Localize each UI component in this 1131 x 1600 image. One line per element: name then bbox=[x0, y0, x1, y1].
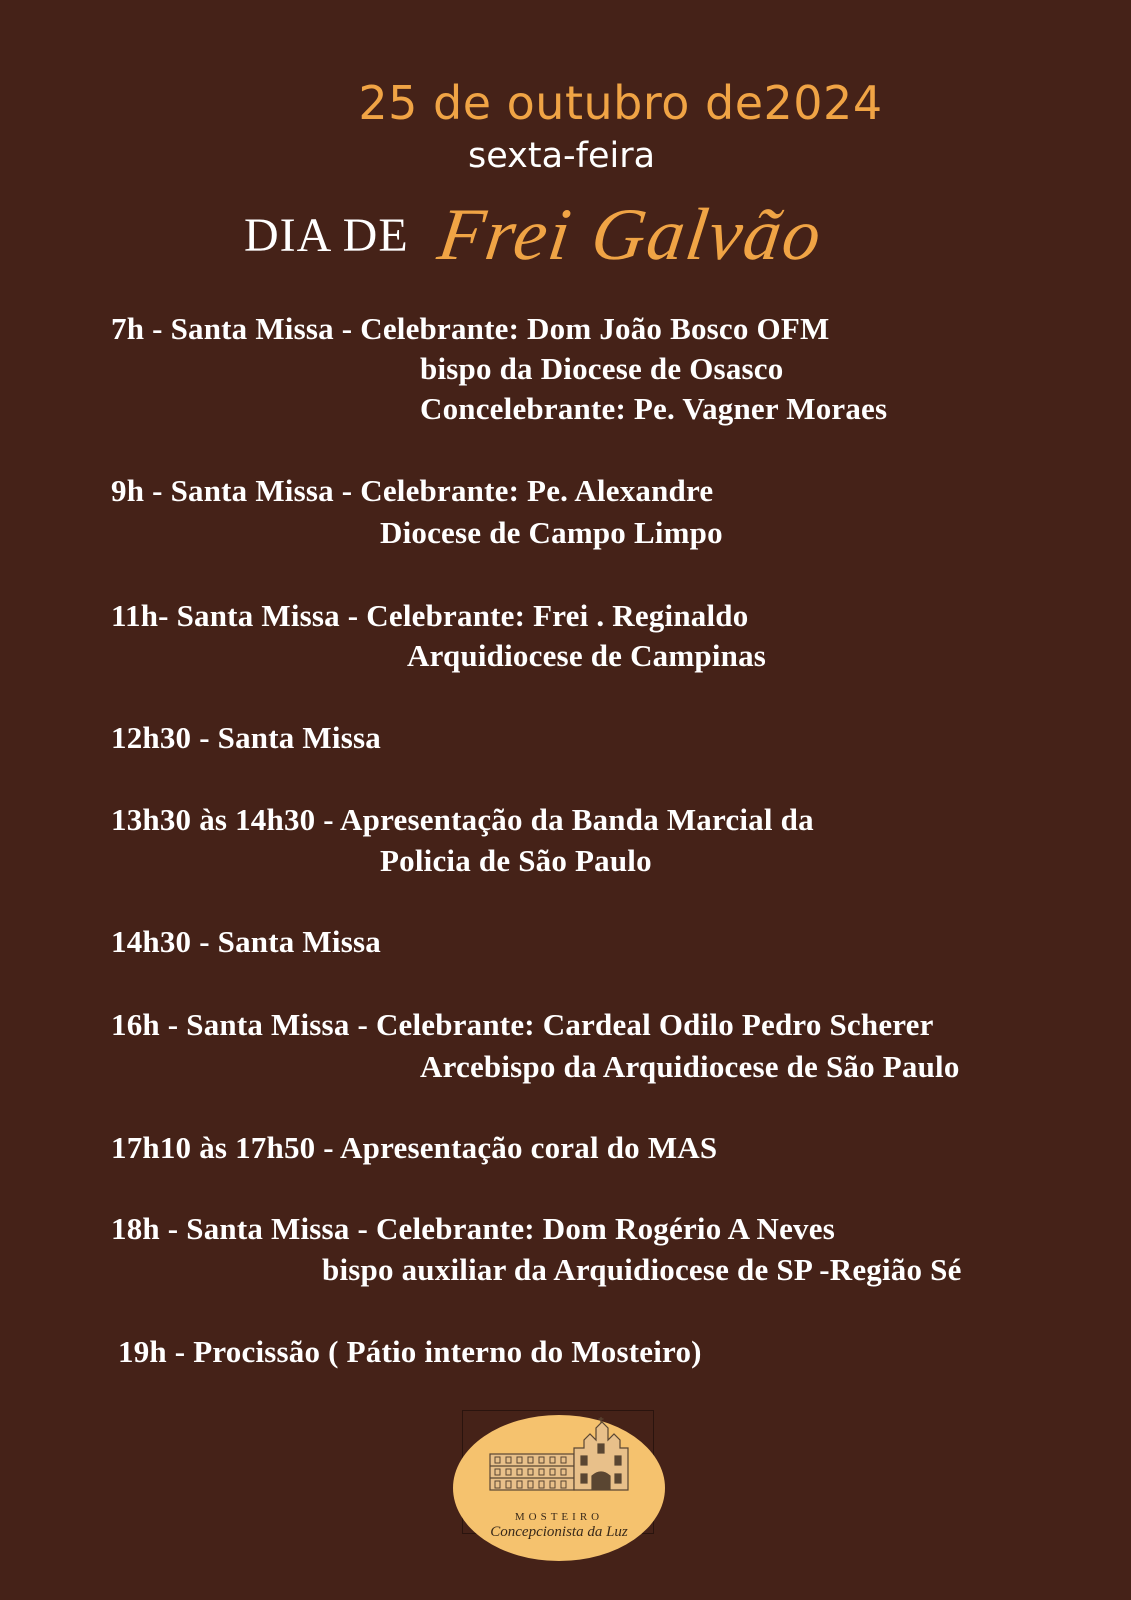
schedule-line: Diocese de Campo Limpo bbox=[380, 515, 723, 550]
schedule-line: Arquidiocese de Campinas bbox=[407, 638, 767, 673]
event-weekday: sexta-feira bbox=[468, 136, 656, 176]
title-name: Frei Galvão bbox=[432, 193, 828, 276]
schedule-line: 17h10 às 17h50 - Apresentação coral do MAS bbox=[111, 1130, 718, 1165]
logo-subtitle: Concepcionista da Luz bbox=[490, 1524, 628, 1540]
schedule-line: 12h30 - Santa Missa bbox=[111, 720, 381, 755]
schedule-line: bispo da Diocese de Osasco bbox=[420, 351, 784, 386]
schedule-line: 7h - Santa Missa - Celebrante: Dom João Bosco OFM bbox=[111, 311, 830, 346]
schedule-line: 13h30 às 14h30 - Apresentação da Banda Marcial da bbox=[111, 802, 814, 837]
schedule-line: 16h - Santa Missa - Celebrante: Cardeal Odilo Pedro Scherer bbox=[111, 1007, 934, 1042]
schedule-line: 11h- Santa Missa - Celebrante: Frei . Reginaldo bbox=[111, 598, 749, 633]
event-date: 25 de outubro de2024 bbox=[358, 76, 883, 130]
title-prefix: DIA DE bbox=[244, 208, 409, 262]
schedule-line: 18h - Santa Missa - Celebrante: Dom Rogério A Neves bbox=[111, 1211, 835, 1246]
schedule-line: 19h - Procissão ( Pátio interno do Mosteiro) bbox=[118, 1334, 702, 1369]
schedule-line: Policia de São Paulo bbox=[380, 843, 652, 878]
schedule-line: bispo auxiliar da Arquidiocese de SP -Região Sé bbox=[322, 1252, 962, 1287]
logo-title: MOSTEIRO bbox=[514, 1511, 604, 1523]
schedule-line: Concelebrante: Pe. Vagner Moraes bbox=[420, 391, 888, 426]
schedule-line: 14h30 - Santa Missa bbox=[111, 924, 381, 959]
schedule-line: 9h - Santa Missa - Celebrante: Pe. Alexandre bbox=[111, 473, 714, 508]
schedule-line: Arcebispo da Arquidiocese de São Paulo bbox=[420, 1049, 960, 1084]
event-title bbox=[244, 190, 828, 280]
